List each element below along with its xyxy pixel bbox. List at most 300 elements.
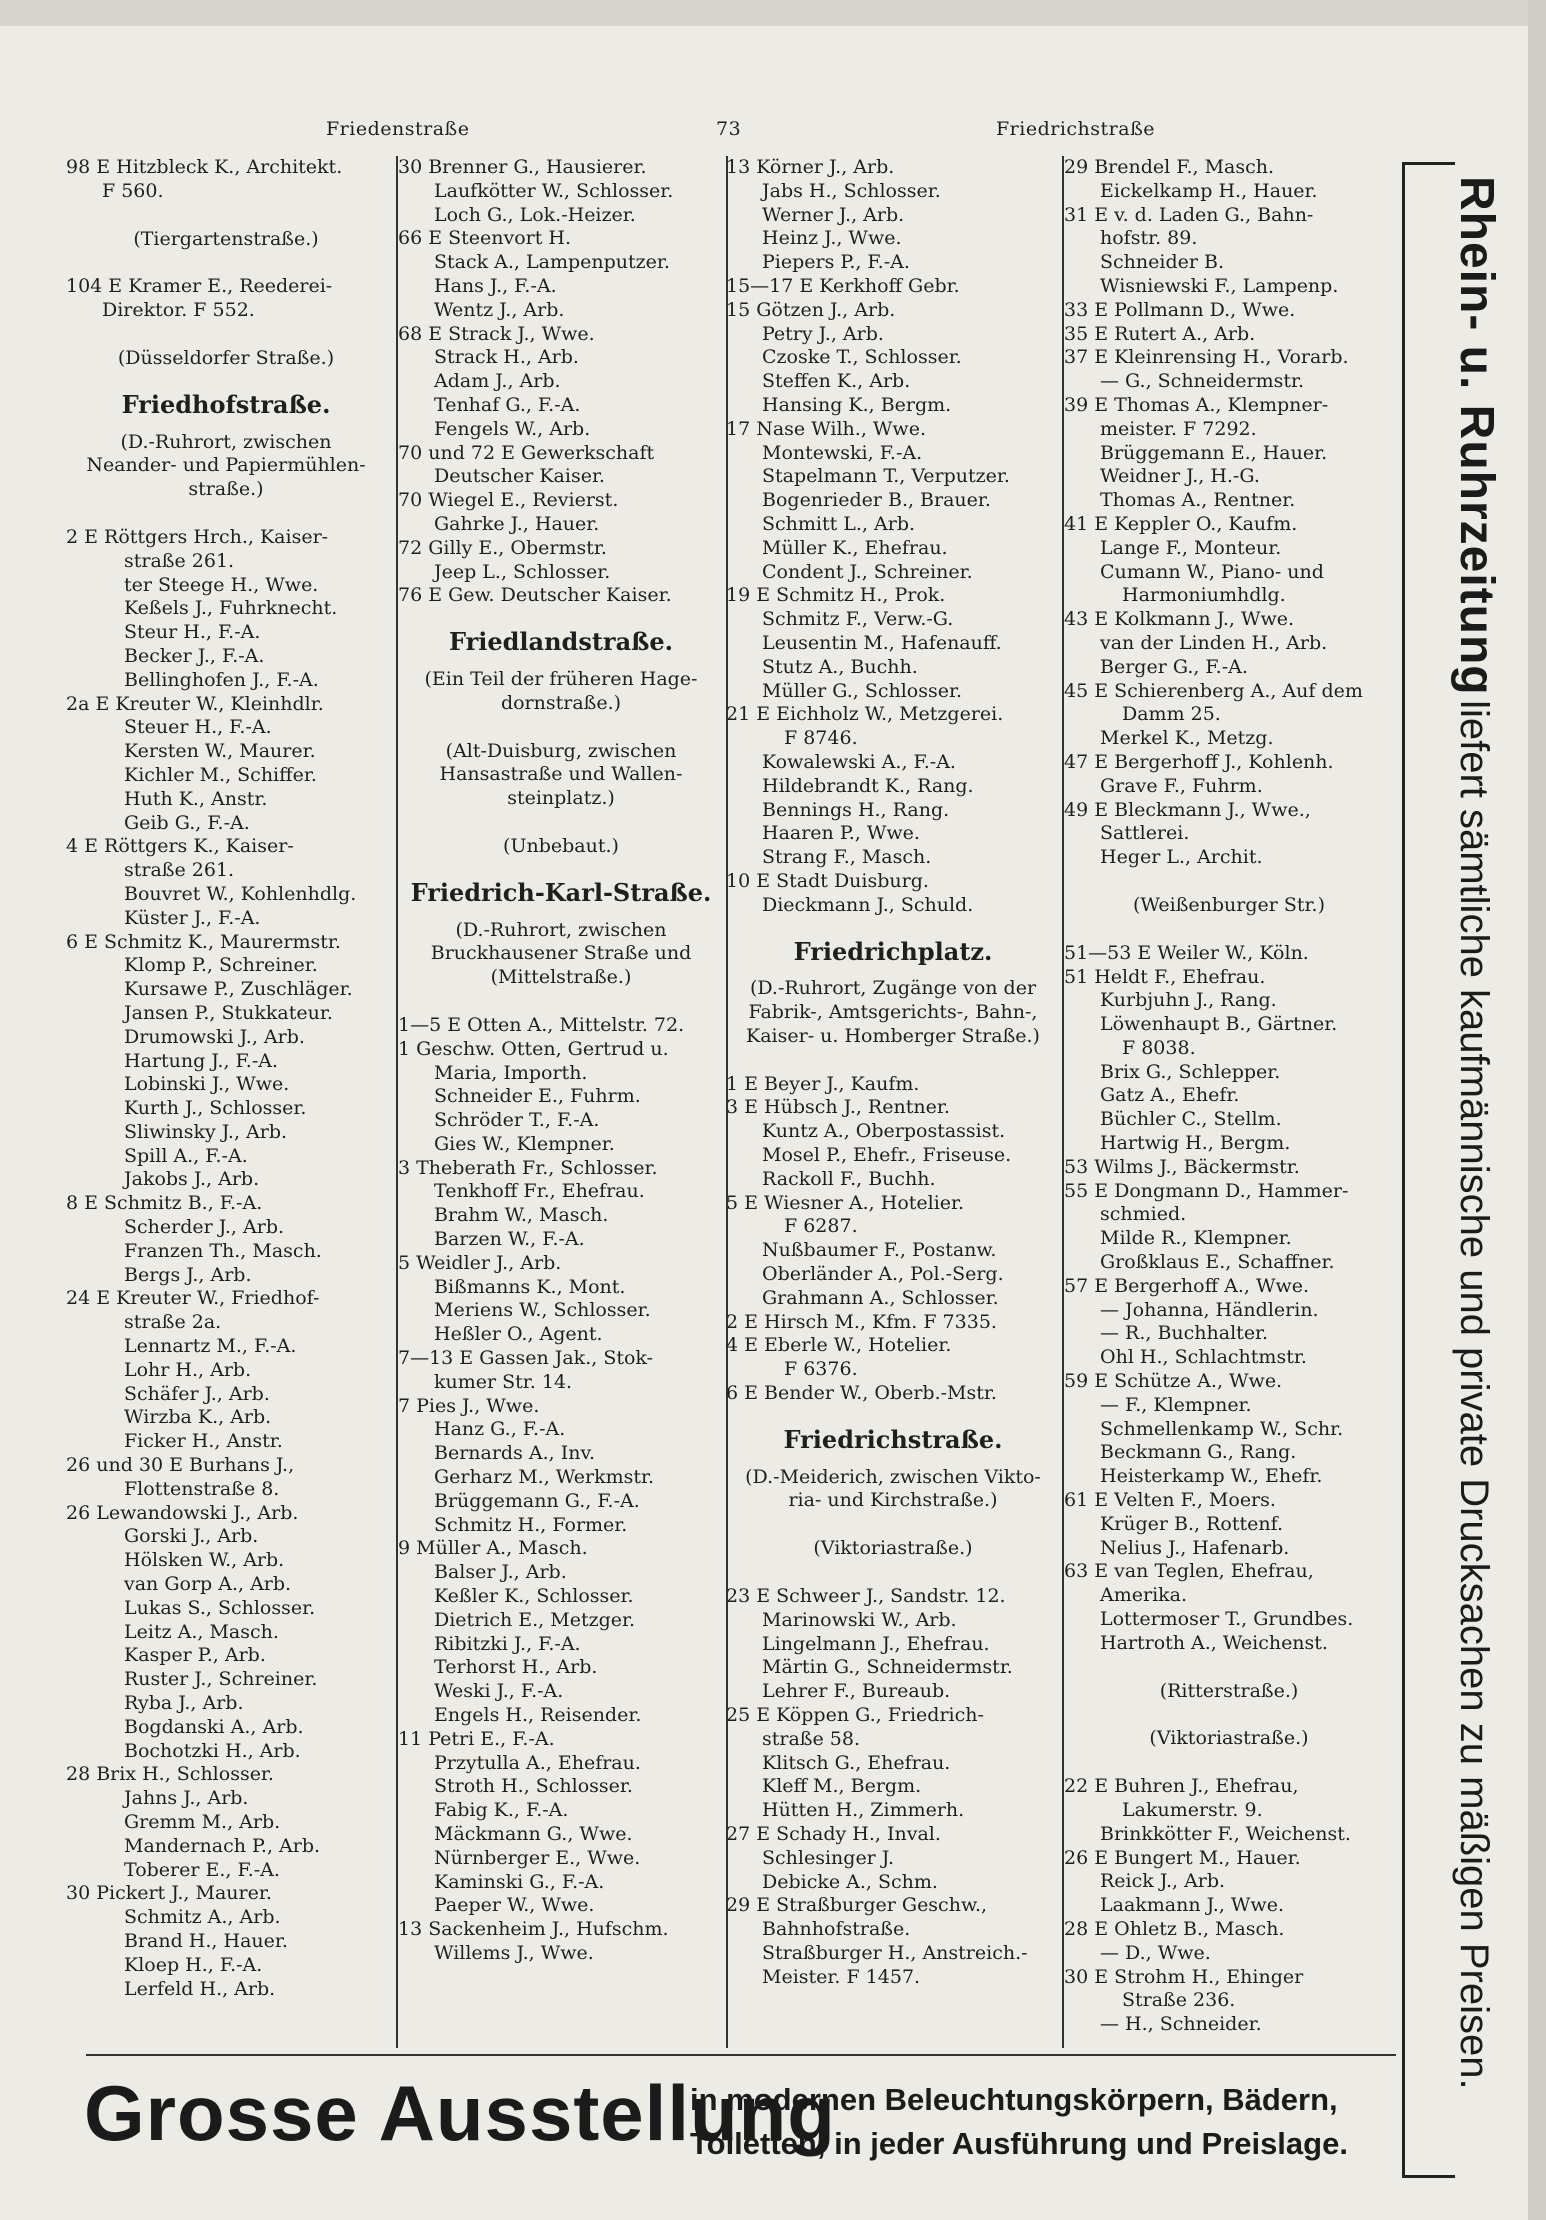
directory-entry: Barzen W., F.-A. [434,1228,585,1251]
directory-entry: Brinkkötter F., Weichenst. [1100,1822,1351,1845]
directory-entry: Mandernach P., Arb. [124,1834,321,1857]
directory-entry: Jansen P., Stukkateur. [124,1001,333,1024]
street-note: (D.-Ruhrort, zwischen [455,918,667,941]
directory-entry: schmied. [1100,1203,1187,1226]
directory-entry: Ficker H., Anstr. [124,1430,283,1453]
directory-entry: Fengels W., Arb. [434,417,591,440]
directory-entry: Bouvret W., Kohlenhdlg. [124,882,357,905]
header-right-street: Friedrichstraße [996,118,1156,140]
directory-entry: Lehrer F., Bureaub. [762,1680,951,1703]
directory-entry: Debicke A., Schm. [762,1870,938,1893]
spacer [1064,918,1394,942]
directory-entry: 55 E Dongmann D., Hammer- [1064,1179,1349,1202]
directory-entry: straße 261. [124,859,235,882]
directory-entry: Straßburger H., Anstreich.- [762,1941,1028,1964]
directory-entry: Fabig K., F.-A. [434,1799,569,1822]
directory-entry: Schneider E., Fuhrm. [434,1085,641,1108]
directory-entry: Huth K., Anstr. [124,787,268,810]
directory-entry: Kleff M., Bergm. [762,1775,922,1798]
directory-entry: 2a E Kreuter W., Kleinhdlr. [66,692,324,715]
directory-entry: Cumann W., Piano- und [1100,560,1324,583]
page-number: 73 [716,118,742,140]
directory-entry: 33 E Pollmann D., Wwe. [1064,298,1296,321]
directory-entry: Ryba J., Arb. [124,1692,244,1715]
directory-entry: — R., Buchhalter. [1100,1322,1269,1345]
directory-entry: Petry J., Arb. [762,322,884,345]
directory-entry: Amerika. [1100,1584,1188,1607]
street-note: (Alt-Duisburg, zwischen [445,739,677,762]
directory-entry: Balser J., Arb. [434,1561,567,1584]
directory-entry: 23 E Schweer J., Sandstr. 12. [726,1585,1006,1608]
directory-entry: — H., Schneider. [1100,2013,1262,2036]
directory-entry: Steur H., F.-A. [124,621,261,644]
directory-entry: Lange F., Monteur. [1100,536,1282,559]
directory-entry: straße 58. [762,1727,860,1750]
directory-entry: F 6287. [784,1215,858,1238]
directory-entry: 24 E Kreuter W., Friedhof- [66,1287,320,1310]
directory-entry: Engels H., Reisender. [434,1704,642,1727]
directory-entry: 26 Lewandowski J., Arb. [66,1501,299,1524]
directory-entry: Berger G., F.-A. [1100,655,1248,678]
street-note: (Ritterstraße.) [1159,1679,1299,1702]
directory-entry: Hartroth A., Weichenst. [1100,1631,1328,1654]
directory-entry: Beckmann G., Rang. [1100,1441,1297,1464]
scan-edge-right [1528,0,1546,2220]
directory-entry: Kowalewski A., F.-A. [762,750,956,773]
directory-entry: 41 E Keppler O., Kaufm. [1064,512,1298,535]
directory-entry: 31 E v. d. Laden G., Bahn- [1064,203,1314,226]
directory-entry: 53 Wilms J., Bäckermstr. [1064,1155,1300,1178]
scan-edge-top [0,0,1546,26]
directory-entry: Heßler O., Agent. [434,1323,603,1346]
directory-entry: — Johanna, Händlerin. [1100,1298,1319,1321]
column-4 [1064,156,1394,2037]
directory-entry: Küster J., F.-A. [124,906,261,929]
directory-entry: Terhorst H., Arb. [434,1656,598,1679]
spacer [66,323,386,347]
directory-entry: 70 Wiegel E., Revierst. [398,489,619,512]
directory-entry: Merkel K., Metzg. [1100,727,1274,750]
directory-entry: Paeper W., Wwe. [434,1894,595,1917]
directory-entry: Lakumerstr. 9. [1122,1799,1263,1821]
directory-entry: 4 E Eberle W., Hotelier. [726,1334,952,1357]
directory-entry: 6 E Schmitz K., Maurermstr. [66,930,341,953]
directory-entry: Bellinghofen J., F.-A. [124,668,319,691]
street-note: Fabrik-, Amtsgerichts-, Bahn-, [748,1001,1038,1024]
directory-entry: Czoske T., Schlosser. [762,346,962,369]
directory-entry: Ribitzki J., F.-A. [434,1632,581,1655]
directory-entry: 6 E Bender W., Oberb.-Mstr. [726,1382,997,1405]
spacer [398,716,724,740]
directory-entry: Milde R., Klempner. [1100,1227,1292,1250]
directory-entry: Stutz A., Buchh. [762,655,918,678]
directory-entry: Leusentin M., Hafenauff. [762,631,1002,654]
directory-entry: 51 Heldt F., Ehefrau. [1064,965,1266,988]
directory-entry: Toberer E., F.-A. [124,1858,280,1881]
directory-entry: 35 E Rutert A., Arb. [1064,322,1256,345]
directory-entry: Kloep H., F.-A. [124,1953,263,1976]
street-note: dornstraße.) [500,691,622,714]
directory-entry: Lennartz M., F.-A. [124,1335,297,1358]
street-note: (Viktoriastraße.) [813,1537,973,1560]
directory-entry: Dieckmann J., Schuld. [762,893,974,916]
directory-entry: Ohl H., Schlachtmstr. [1100,1346,1307,1369]
directory-entry: 57 E Bergerhoff A., Wwe. [1064,1274,1310,1297]
directory-entry: van der Linden H., Arb. [1100,631,1328,654]
directory-entry: Steffen K., Arb. [762,370,911,393]
directory-entry: 51—53 E Weiler W., Köln. [1064,941,1309,964]
directory-entry: Damm 25. [1122,703,1221,726]
directory-entry: Thomas A., Rentner. [1100,489,1296,512]
directory-entry: Wentz J., Arb. [434,298,565,321]
directory-entry: Brix G., Schlepper. [1100,1060,1281,1083]
directory-entry: Wirzba K., Arb. [124,1406,272,1429]
column-3 [726,156,1060,1990]
spacer [398,990,724,1014]
directory-entry: 15—17 E Kerkhoff Gebr. [726,274,960,297]
directory-entry: ter Steege H., Wwe. [124,573,319,596]
directory-entry: Lukas S., Schlosser. [124,1596,316,1619]
directory-entry: 2 E Röttgers Hrch., Kaiser- [66,525,329,548]
street-note: Hansastraße und Wallen- [439,763,683,786]
directory-entry: Mosel P., Ehefr., Friseuse. [762,1144,1012,1167]
directory-entry: Loch G., Lok.-Heizer. [434,203,636,226]
directory-entry: Hansing K., Bergm. [762,393,952,416]
directory-entry: 3 Theberath Fr., Schlosser. [398,1156,658,1179]
directory-entry: F 6376. [784,1358,858,1381]
directory-entry: Nelius J., Hafenarb. [1100,1536,1290,1559]
side-advertisement [1434,162,1504,2162]
spacer [66,204,386,228]
directory-entry: Werner J., Arb. [762,203,905,226]
directory-entry: Strang F., Masch. [762,846,932,869]
directory-entry: 7—13 E Gassen Jak., Stok- [398,1347,654,1370]
directory-entry: Deutscher Kaiser. [434,465,605,488]
directory-entry: F 8038. [1122,1036,1196,1059]
directory-entry: 59 E Schütze A., Wwe. [1064,1370,1283,1393]
directory-entry: Heisterkamp W., Ehefr. [1100,1465,1323,1488]
directory-entry: 1—5 E Otten A., Mittelstr. 72. [398,1013,685,1036]
directory-entry: 21 E Eichholz W., Metzgerei. [726,703,1004,726]
directory-entry: straße 2a. [124,1311,222,1334]
directory-entry: Harmoniumhdlg. [1122,584,1286,607]
directory-entry: 29 E Straßburger Geschw., [726,1894,988,1917]
directory-entry: 30 Brenner G., Hausierer. [398,156,647,178]
directory-entry: Bahnhofstraße. [762,1918,911,1941]
directory-entry: Laufkötter W., Schlosser. [434,179,674,202]
directory-entry: 13 Körner J., Arb. [726,156,895,178]
directory-entry: 27 E Schady H., Inval. [726,1823,941,1845]
directory-entry: 37 E Kleinrensing H., Vorarb. [1064,346,1349,369]
directory-entry: Kurbjuhn J., Rang. [1100,989,1277,1012]
directory-entry: — D., Wwe. [1100,1941,1211,1964]
directory-entry: Schmitt L., Arb. [762,512,916,535]
directory-entry: Schneider B. [1100,251,1224,274]
directory-entry: Bergs J., Arb. [124,1263,252,1286]
directory-entry: Schmitz H., Former. [434,1513,628,1536]
directory-entry: Großklaus E., Schaffner. [1100,1251,1335,1274]
street-heading: Friedrichplatz. [793,936,993,966]
directory-entry: Mäckmann G., Wwe. [434,1823,633,1845]
directory-entry: 68 E Strack J., Wwe. [398,322,595,345]
directory-entry: 72 Gilly E., Obermstr. [398,536,607,559]
directory-entry: Brüggemann G., F.-A. [434,1489,640,1512]
directory-entry: Sattlerei. [1100,822,1190,845]
directory-entry: 3 E Hübsch J., Rentner. [726,1096,950,1119]
directory-entry: 2 E Hirsch M., Kfm. F 7335. [726,1310,997,1333]
directory-entry: Hütten H., Zimmerh. [762,1799,965,1822]
directory-entry: Stack A., Lampenputzer. [434,251,670,274]
footer-rule [86,2054,1396,2056]
directory-entry: Hartung J., F.-A. [124,1049,278,1072]
column-2 [398,156,724,1966]
street-note: (Unbebaut.) [503,834,619,857]
directory-entry: 66 E Steenvort H. [398,227,572,250]
directory-entry: Gatz A., Ehefr. [1100,1084,1240,1107]
directory-entry: Drumowski J., Arb. [124,1025,305,1048]
street-note: (D.-Ruhrort, Zugänge von der [749,977,1037,1000]
directory-entry: Lottermoser T., Grundbes. [1100,1608,1354,1631]
directory-entry: Kichler M., Schiffer. [124,763,317,786]
street-heading: Friedhofstraße. [121,389,331,419]
directory-entry: Hildebrandt K., Rang. [762,774,974,797]
header-left-street: Friedenstraße [326,118,470,140]
footer-ad-headline: Grosse Ausstellung [84,2069,836,2157]
street-note: Neander- und Papiermühlen- [86,454,366,477]
street-note: (Weißenburger Str.) [1133,893,1325,916]
directory-entry: — G., Schneidermstr. [1100,370,1305,393]
directory-entry: Rackoll F., Buchh. [762,1167,936,1190]
directory-entry: Willems J., Wwe. [434,1941,594,1964]
directory-entry: Haaren P., Wwe. [762,822,920,845]
directory-entry: Müller G., Schlosser. [762,679,963,702]
directory-entry: Spill A., F.-A. [124,1144,248,1167]
directory-entry: 15 Götzen J., Arb. [726,298,896,321]
directory-entry: Meister. F 1457. [762,1965,921,1988]
directory-entry: Bogenrieder B., Brauer. [762,489,991,512]
directory-entry: Dietrich E., Metzger. [434,1608,636,1631]
directory-entry: 104 E Kramer E., Reederei- [66,275,333,298]
directory-entry: Jakobs J., Arb. [124,1168,260,1191]
directory-entry: Maria, Importh. [434,1061,588,1084]
directory-entry: kumer Str. 14. [434,1370,573,1393]
directory-entry: Brand H., Hauer. [124,1929,288,1952]
directory-entry: — F., Klempner. [1100,1393,1252,1416]
spacer [1064,870,1394,894]
street-note: (Mittelstraße.) [490,966,632,989]
directory-entry: Lingelmann J., Ehefrau. [762,1632,990,1655]
directory-entry: Condent J., Schreiner. [762,560,973,583]
directory-entry: 29 Brendel F., Masch. [1064,156,1275,178]
directory-entry: Schmitz A., Arb. [124,1906,281,1929]
street-note: (Ein Teil der früheren Hage- [424,667,698,690]
directory-entry: Klitsch G., Ehefrau. [762,1751,951,1774]
street-heading: Friedlandstraße. [449,627,673,657]
directory-entry: Grave F., Fuhrm. [1100,774,1263,797]
directory-entry: van Gorp A., Arb. [124,1573,292,1596]
directory-entry: 43 E Kolkmann J., Wwe. [1064,608,1295,631]
street-heading: Friedrichstraße. [783,1424,1003,1454]
directory-entry: Gremm M., Arb. [124,1811,281,1833]
directory-entry: Scherder J., Arb. [124,1216,285,1239]
directory-entry: 28 E Ohletz B., Masch. [1064,1917,1285,1940]
directory-entry: Brahm W., Masch. [434,1204,609,1227]
directory-entry: Ruster J., Schreiner. [124,1668,318,1691]
directory-entry: Gerharz M., Werkmstr. [434,1466,655,1489]
directory-entry: Strack H., Arb. [434,346,579,369]
directory-entry: Eickelkamp H., Hauer. [1100,179,1318,202]
directory-entry: 17 Nase Wilh., Wwe. [726,417,926,440]
directory-entry: Jeep L., Schlosser. [434,560,611,583]
directory-entry: 28 Brix H., Schlosser. [66,1763,274,1786]
directory-entry: Oberländer A., Pol.-Serg. [762,1263,1004,1286]
spacer [1064,1703,1394,1727]
directory-entry: Kurth J., Schlosser. [124,1097,307,1120]
directory-entry: 70 und 72 E Gewerkschaft [398,441,655,464]
directory-entry: Schmitz F., Verw.-G. [762,608,954,631]
directory-entry: Bochotzki H., Arb. [124,1739,301,1762]
directory-entry: 49 E Bleckmann J., Wwe., [1064,798,1311,821]
street-note: (D.-Meiderich, zwischen Vikto- [745,1465,1041,1488]
directory-entry: Kersten W., Maurer. [124,740,316,763]
side-ad-text: liefert sämtliche kaufmännische und private Drucksachen zu mäßigen Preisen. [1452,700,1496,2090]
spacer [66,251,386,275]
directory-entry: Schlesinger J. [762,1846,894,1869]
street-note: (D.-Ruhrort, zwischen [120,430,332,453]
directory-entry: Stroth H., Schlosser. [434,1775,633,1798]
directory-entry: Steuer H., F.-A. [124,716,272,739]
directory-entry: Wisniewski F., Lampenp. [1100,274,1339,297]
directory-entry: Schäfer J., Arb. [124,1382,270,1405]
street-note: Bruckhausener Straße und [430,942,692,965]
directory-entry: Hartwig H., Bergm. [1100,1132,1291,1155]
directory-entry: Direktor. F 552. [102,299,255,322]
directory-entry: Laakmann J., Wwe. [1100,1894,1284,1917]
directory-entry: F 560. [102,179,164,202]
street-note: Kaiser- u. Homberger Straße.) [746,1024,1040,1047]
directory-entry: straße 261. [124,549,235,572]
directory-entry: 30 E Strohm H., Ehinger [1064,1965,1304,1988]
spacer [1064,1656,1394,1680]
directory-entry: Kasper P., Arb. [124,1644,266,1667]
directory-entry: Franzen Th., Masch. [124,1239,322,1262]
spacer [726,1513,1060,1537]
street-note: (Viktoriastraße.) [1149,1727,1309,1750]
directory-entry: Weski J., F.-A. [434,1680,564,1703]
directory-entry: Tenhaf G., F.-A. [434,393,581,416]
directory-entry: Geib G., F.-A. [124,811,250,834]
footer-ad-text [690,2078,1348,2166]
directory-entry: Flottenstraße 8. [124,1477,280,1500]
directory-entry: Bennings H., Rang. [762,798,950,821]
directory-entry: Bißmanns K., Mont. [434,1275,626,1298]
directory-entry: 63 E van Teglen, Ehefrau, [1064,1560,1314,1583]
directory-entry: Löwenhaupt B., Gärtner. [1100,1013,1338,1036]
street-note: (Tiergartenstraße.) [133,227,319,250]
directory-entry: Gies W., Klempner. [434,1132,615,1155]
directory-entry: Piepers P., F.-A. [762,251,910,274]
directory-entry: Klomp P., Schreiner. [124,954,318,977]
directory-entry: Reick J., Arb. [1100,1870,1226,1893]
directory-entry: Weidner J., H.-G. [1100,465,1260,488]
directory-entry: Jahns J., Arb. [124,1787,249,1810]
directory-entry: Kursawe P., Zuschläger. [124,978,353,1001]
column-1 [66,156,386,2001]
directory-entry: 98 E Hitzbleck K., Architekt. [66,156,343,178]
directory-entry: 13 Sackenheim J., Hufschm. [398,1918,669,1941]
directory-entry: 9 Müller A., Masch. [398,1537,588,1560]
directory-entry: 25 E Köppen G., Friedrich- [726,1704,984,1727]
directory-entry: hofstr. 89. [1100,227,1198,250]
directory-entry: 7 Pies J., Wwe. [398,1394,540,1417]
directory-entry: Przytulla A., Ehefrau. [434,1751,641,1774]
directory-entry: F 8746. [784,727,858,750]
directory-entry: Keßler K., Schlosser. [434,1585,634,1608]
directory-entry: Montewski, F.-A. [762,441,923,464]
directory-entry: Krüger B., Rottenf. [1100,1512,1284,1535]
directory-entry: Lerfeld H., Arb. [124,1977,276,2000]
directory-entry: Brüggemann E., Hauer. [1100,441,1328,464]
directory-entry: 76 E Gew. Deutscher Kaiser. [398,584,672,607]
directory-entry: Märtin G., Schneidermstr. [762,1656,1013,1679]
directory-entry: 5 E Wiesner A., Hotelier. [726,1191,965,1214]
directory-entry: Straße 236. [1122,1989,1236,2012]
street-note: ria- und Kirchstraße.) [788,1489,998,1512]
directory-entry: Keßels J., Fuhrknecht. [124,597,338,620]
footer-ad-line1: in modernen Beleuchtungskörpern, Bädern, [690,2082,1338,2117]
directory-entry: 30 Pickert J., Maurer. [66,1882,272,1905]
directory-entry: Stapelmann T., Verputzer. [762,465,1010,488]
directory-entry: 39 E Thomas A., Klempner- [1064,393,1329,416]
directory-entry: Nußbaumer F., Postanw. [762,1239,997,1262]
directory-entry: Hölsken W., Arb. [124,1549,285,1572]
directory-entry: Kuntz A., Oberpostassist. [762,1120,1006,1143]
directory-entry: Bernards A., Inv. [434,1442,595,1465]
directory-entry: 4 E Röttgers K., Kaiser- [66,835,294,858]
directory-entry: Grahmann A., Schlosser. [762,1286,999,1309]
directory-entry: Kaminski G., F.-A. [434,1870,605,1893]
directory-entry: 22 E Buhren J., Ehefrau, [1064,1775,1299,1798]
directory-entry: 26 und 30 E Burhans J., [66,1454,295,1477]
directory-entry: Nürnberger E., Wwe. [434,1846,641,1869]
footer-ad-line2: Toiletten, in jeder Ausführung und Preislage. [690,2126,1348,2161]
directory-entry: Büchler C., Stellm. [1100,1108,1282,1131]
street-note: (Düsseldorfer Straße.) [117,346,335,369]
directory-entry: Hans J., F.-A. [434,274,557,297]
directory-entry: 10 E Stadt Duisburg. [726,869,929,892]
directory-entry: Jabs H., Schlosser. [762,179,941,202]
directory-entry: Lobinski J., Wwe. [124,1073,290,1096]
directory-entry: 45 E Schierenberg A., Auf dem [1064,679,1363,702]
spacer [726,1049,1060,1073]
directory-entry: meister. F 7292. [1100,417,1257,440]
directory-entry: 1 E Beyer J., Kaufm. [726,1072,920,1095]
street-heading: Friedrich-Karl-Straße. [410,877,712,907]
spacer [726,1561,1060,1585]
directory-entry: Adam J., Arb. [434,370,561,393]
directory-entry: Becker J., F.-A. [124,644,265,667]
directory-entry: 26 E Bungert M., Hauer. [1064,1846,1301,1869]
directory-entry: Lohr H., Arb. [124,1358,252,1381]
directory-entry: 8 E Schmitz B., F.-A. [66,1192,263,1215]
directory-entry: Müller K., Ehefrau. [762,536,948,559]
directory-entry: Bogdanski A., Arb. [124,1715,304,1738]
street-note: steinplatz.) [507,787,615,810]
directory-entry: Gorski J., Arb. [124,1525,259,1548]
directory-entry: Heger L., Archit. [1100,846,1263,869]
spacer [1064,1751,1394,1775]
directory-entry: 5 Weidler J., Arb. [398,1251,562,1274]
